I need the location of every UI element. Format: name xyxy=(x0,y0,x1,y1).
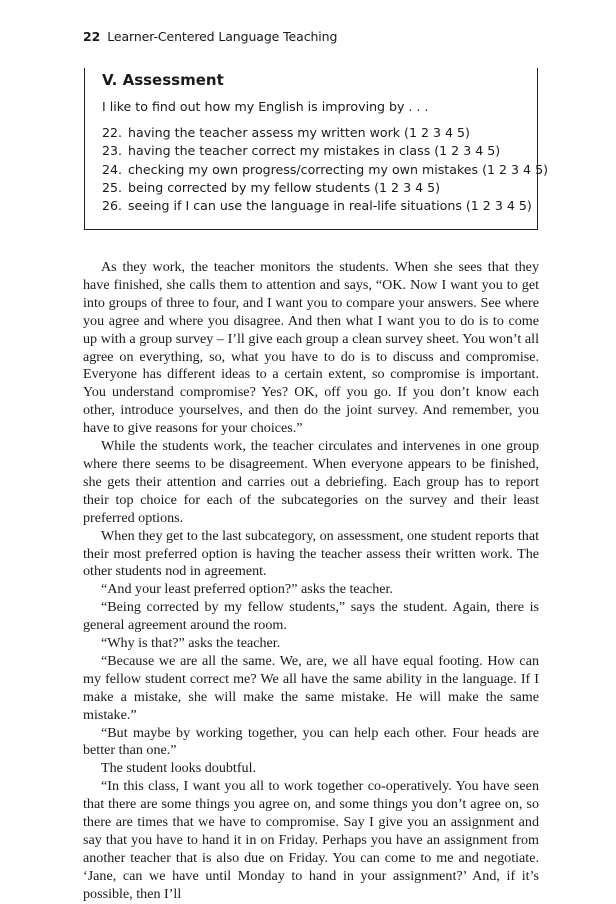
paragraph: “Being corrected by my fellow students,” says the student. Again, there is general agreement around the room. xyxy=(83,599,539,634)
survey-item-number: 24. xyxy=(102,161,123,177)
survey-item-list xyxy=(102,124,548,215)
survey-item-number: 23. xyxy=(102,143,123,159)
box-title: V. Assessment xyxy=(102,71,224,89)
paragraph: “And your least preferred option?” asks the teacher. xyxy=(101,581,393,598)
paragraph: While the students work, the teacher circulates and intervenes in one group where there seems to be disagreement. When everyone appears to be finished, she gets their attention and carries out a debriefing. Each group has to report their top choice for each of the subcategories on the survey and their least preferred options. xyxy=(83,438,539,526)
survey-item-text: seeing if I can use the language in real-life situations (1 2 3 4 5) xyxy=(128,198,532,214)
paragraph: “Why is that?” asks the teacher. xyxy=(101,635,281,652)
paragraph: “Because we are all the same. We, are, we all have equal footing. How can my fellow student correct me? We all have the same ability in the language. If I make a mistake, she will make the same mistake. He will make the same mistake.” xyxy=(83,652,539,723)
survey-item-text: checking my own progress/correcting my own mistakes (1 2 3 4 5) xyxy=(128,161,549,177)
survey-item-text: having the teacher correct my mistakes in class (1 2 3 4 5) xyxy=(128,143,501,159)
page-number: 22 xyxy=(83,29,101,44)
survey-item-number: 26. xyxy=(102,198,123,214)
paragraph: “But maybe by working together, you can help each other. Four heads are better than one.” xyxy=(83,724,539,759)
survey-item-text: having the teacher assess my written work (1 2 3 4 5) xyxy=(128,125,470,140)
survey-item xyxy=(102,161,548,179)
survey-item-number: 22. xyxy=(102,125,123,140)
paragraph: As they work, the teacher monitors the students. When she sees that they have finished, she calls them to attention and says, “OK. Now I want you to get into groups of three to four, and I want you to compare your answers. See where you agree and where you disagree. And then what I want you to do is to come up with a group survey – I’ll give each group a clean survey sheet. You won’t all agree on everything, so, what you have to do is to discuss and compromise. Everyone has different ideas to a certain extent, so compromise is important. You understand compromise? Yes? OK, off you go. If you don’t know each other, introduce yourselves, and then do the joint survey. And remember, you have to give reasons for your choices.” xyxy=(83,259,539,437)
paragraph: When they get to the last subcategory, on assessment, one student reports that their most preferred option is having the teacher assess their written work. The other students nod in agreement. xyxy=(83,527,539,580)
running-title: Learner-Centered Language Teaching xyxy=(107,29,338,44)
assessment-box xyxy=(84,68,549,230)
body-text xyxy=(83,259,539,904)
survey-item-text: being corrected by my fellow students (1 2 3 4 5) xyxy=(128,179,441,195)
survey-item xyxy=(102,142,548,160)
running-head xyxy=(83,29,337,44)
survey-item xyxy=(102,197,548,215)
paragraph: The student looks doubtful. xyxy=(101,760,257,777)
survey-item-number: 25. xyxy=(102,179,123,195)
survey-item xyxy=(102,179,548,197)
survey-item xyxy=(102,124,548,142)
paragraph: “In this class, I want you all to work together co-operatively. You have seen that there are some things you agree on, and some things you don’t agree on, so there are times that we have to compromise. Say I give you an assignment and say that you have to hand it in on Friday. Perhaps you have an assignment from another teacher that is also due on Friday. You can come to me and negotiate. ‘Jane, can we have until Monday to hand in your assignment?’ And, if it’s possible, then I’ll xyxy=(83,778,539,902)
box-intro: I like to find out how my English is improving by . . . xyxy=(102,99,429,114)
